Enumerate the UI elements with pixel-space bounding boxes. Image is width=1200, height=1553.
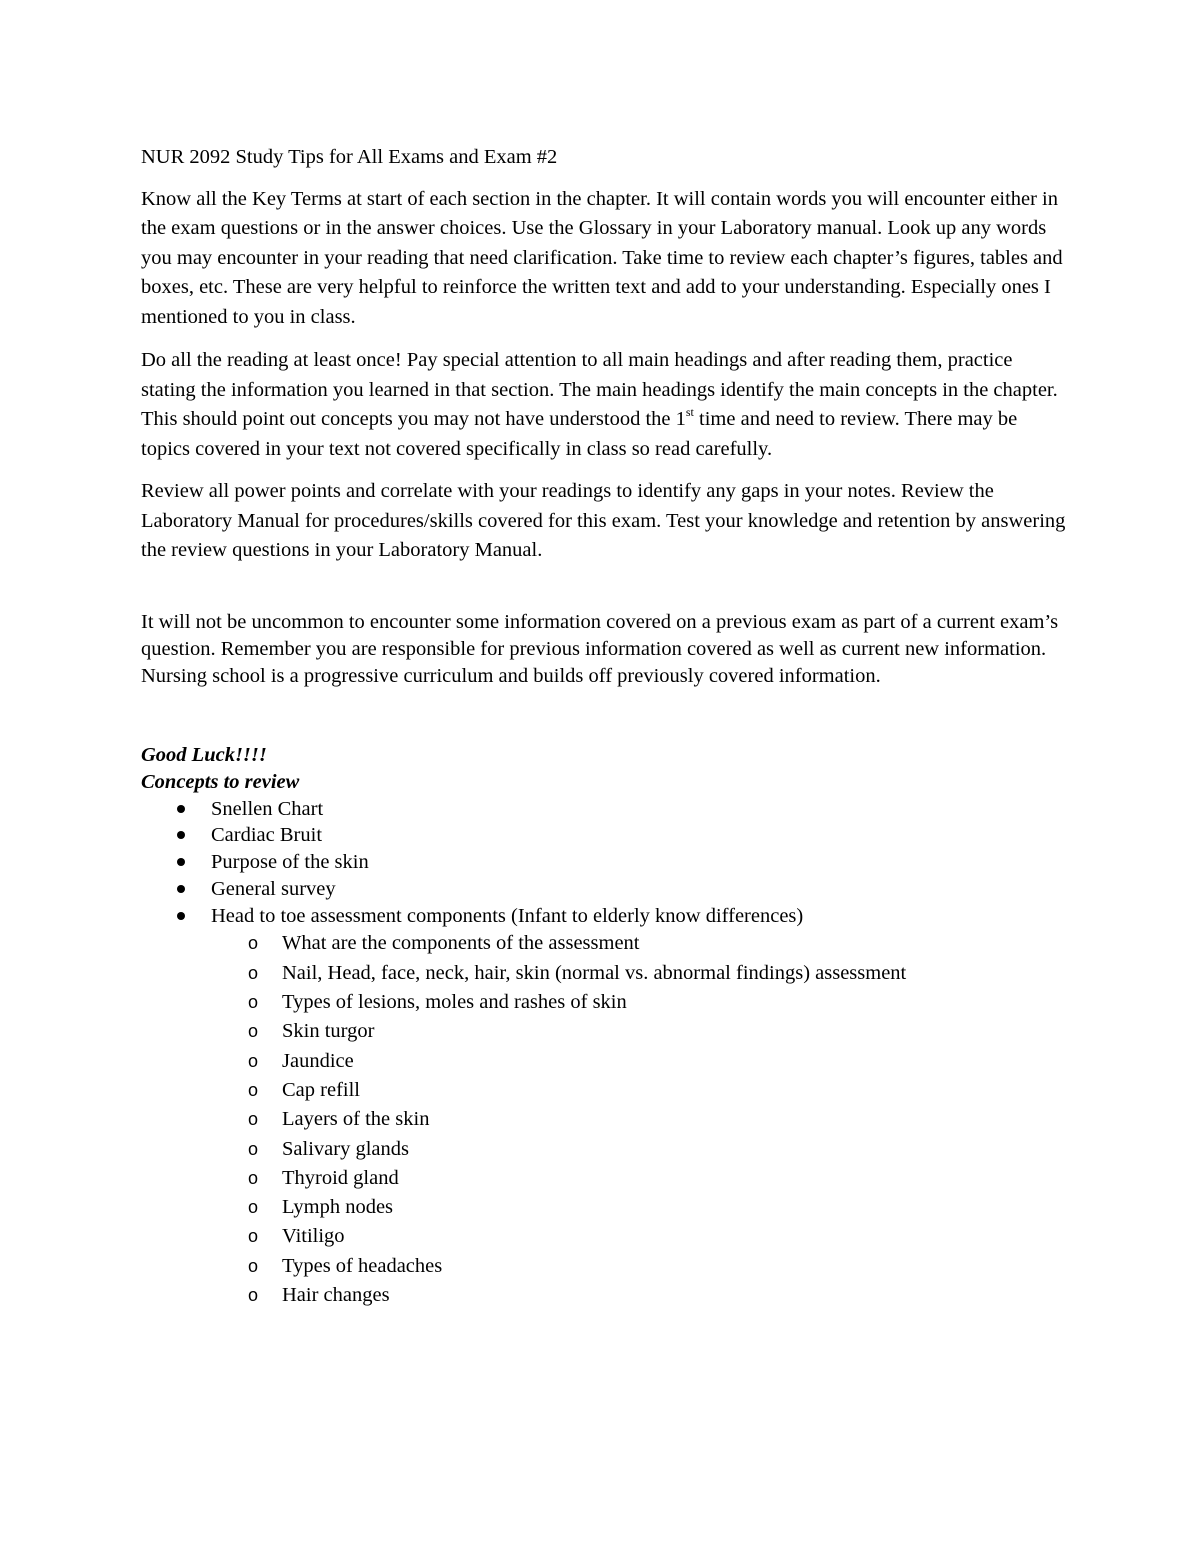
sub-list-item [141, 1252, 1066, 1281]
list-item-label: Head to toe assessment components (Infant to elderly know differences) [211, 904, 804, 927]
circle-bullet-icon: o [248, 992, 259, 1013]
circle-bullet-icon: o [248, 1109, 259, 1130]
list-item-general-survey [141, 876, 1066, 903]
sub-list-item-label: Hair changes [282, 1284, 390, 1307]
list-item-cardiac-bruit [141, 822, 1066, 849]
sub-list-item-label: Vitiligo [282, 1225, 345, 1248]
paragraph-previous-info: It will not be uncommon to encounter some information covered on a previous exam as part of a current exam’s question. Remember you are responsible for previous information covered as well as current new information. Nursing school is a progressive curriculum and builds off previously covered information. [141, 610, 1059, 687]
sub-list-item [141, 1193, 1066, 1222]
sub-list-item [141, 1135, 1066, 1164]
good-luck-text: Good Luck!!!! [141, 743, 267, 766]
sub-list-item [141, 1105, 1066, 1134]
sub-list-item-label: Skin turgor [282, 1020, 375, 1043]
sub-list-item [141, 929, 1066, 958]
sub-list-item-label: Jaundice [282, 1049, 354, 1072]
list-item-head-to-toe [141, 903, 1066, 930]
sub-list-item-label: Types of headaches [282, 1254, 443, 1277]
list-item-purpose-skin [141, 849, 1066, 876]
sub-list-item [141, 988, 1066, 1017]
list-item-label: General survey [211, 877, 336, 900]
list-item-snellen [141, 796, 1066, 823]
paragraph-key-terms: Know all the Key Terms at start of each section in the chapter. It will contain words you will encounter either in the exam questions or in the answer choices. Use the Glossary in your Laboratory manual. Look up any words you may encounter in your reading that need clarification. Take time to review each chapter’s figures, tables and boxes, etc. These are very helpful to reinforce the written text and add to your understanding. Especially ones I mentioned to you in class. [141, 187, 1063, 328]
sub-list-item-label: Cap refill [282, 1078, 360, 1101]
circle-bullet-icon: o [248, 1197, 259, 1218]
circle-bullet-icon: o [248, 1255, 259, 1276]
sub-list-item-label: Lymph nodes [282, 1196, 394, 1219]
sub-list-item [141, 1164, 1066, 1193]
sub-list-item-label: Thyroid gland [282, 1166, 399, 1189]
circle-bullet-icon: o [248, 1167, 259, 1188]
sub-list-item-label: Layers of the skin [282, 1108, 430, 1131]
sub-bullet-list [141, 929, 1066, 1310]
bullet-icon [177, 912, 185, 920]
circle-bullet-icon: o [248, 1021, 259, 1042]
sub-list-item [141, 959, 1066, 988]
sub-list-item-label: What are the components of the assessment [282, 932, 640, 955]
paragraph-reading [141, 346, 1066, 464]
paragraph-reading-text-end: time and need to review. There may be topics covered in your text not covered specifically in class so read carefully. [141, 408, 1018, 460]
bullet-icon [177, 858, 185, 866]
circle-bullet-icon: o [248, 962, 259, 983]
document-title: NUR 2092 Study Tips for All Exams and Exam #2 [141, 146, 558, 168]
bullet-icon [177, 885, 185, 893]
circle-bullet-icon: o [248, 1079, 259, 1100]
circle-bullet-icon: o [248, 933, 259, 954]
sub-list-item [141, 1076, 1066, 1105]
circle-bullet-icon: o [248, 1285, 259, 1306]
circle-bullet-icon: o [248, 1050, 259, 1071]
document-body [141, 143, 1066, 1310]
ordinal-suffix: st [685, 405, 694, 419]
bullet-icon [177, 805, 185, 813]
sub-list-item [141, 1017, 1066, 1046]
sub-list-item [141, 1281, 1066, 1310]
circle-bullet-icon: o [248, 1138, 259, 1159]
concepts-heading: Concepts to review [141, 770, 300, 793]
list-item-label: Purpose of the skin [211, 851, 369, 874]
sub-list-item-label: Types of lesions, moles and rashes of skin [282, 991, 627, 1014]
list-item-label: Snellen Chart [211, 797, 324, 820]
bullet-list [141, 796, 1066, 930]
concepts-list [141, 796, 1066, 1311]
paragraph-reading-text: Do all the reading at least once! Pay special attention to all main headings and after reading them, practice stating the information you learned in that section. The main headings identify the main concepts in the chapter. This should point out concepts you may not have understood the 1 [141, 349, 1058, 430]
sub-list-item [141, 1222, 1066, 1251]
sub-list-item [141, 1047, 1066, 1076]
sub-list-item-label: Salivary glands [282, 1137, 409, 1160]
paragraph-power-points: Review all power points and correlate with your readings to identify any gaps in your notes. Review the Laboratory Manual for procedures/skills covered for this exam. Test your knowledge and retention by answering the review questions in your Laboratory Manual. [141, 480, 1066, 561]
circle-bullet-icon: o [248, 1226, 259, 1247]
list-item-label: Cardiac Bruit [211, 824, 323, 847]
sub-list-item-label: Nail, Head, face, neck, hair, skin (normal vs. abnormal findings) assessment [282, 961, 907, 984]
bullet-icon [177, 831, 185, 839]
